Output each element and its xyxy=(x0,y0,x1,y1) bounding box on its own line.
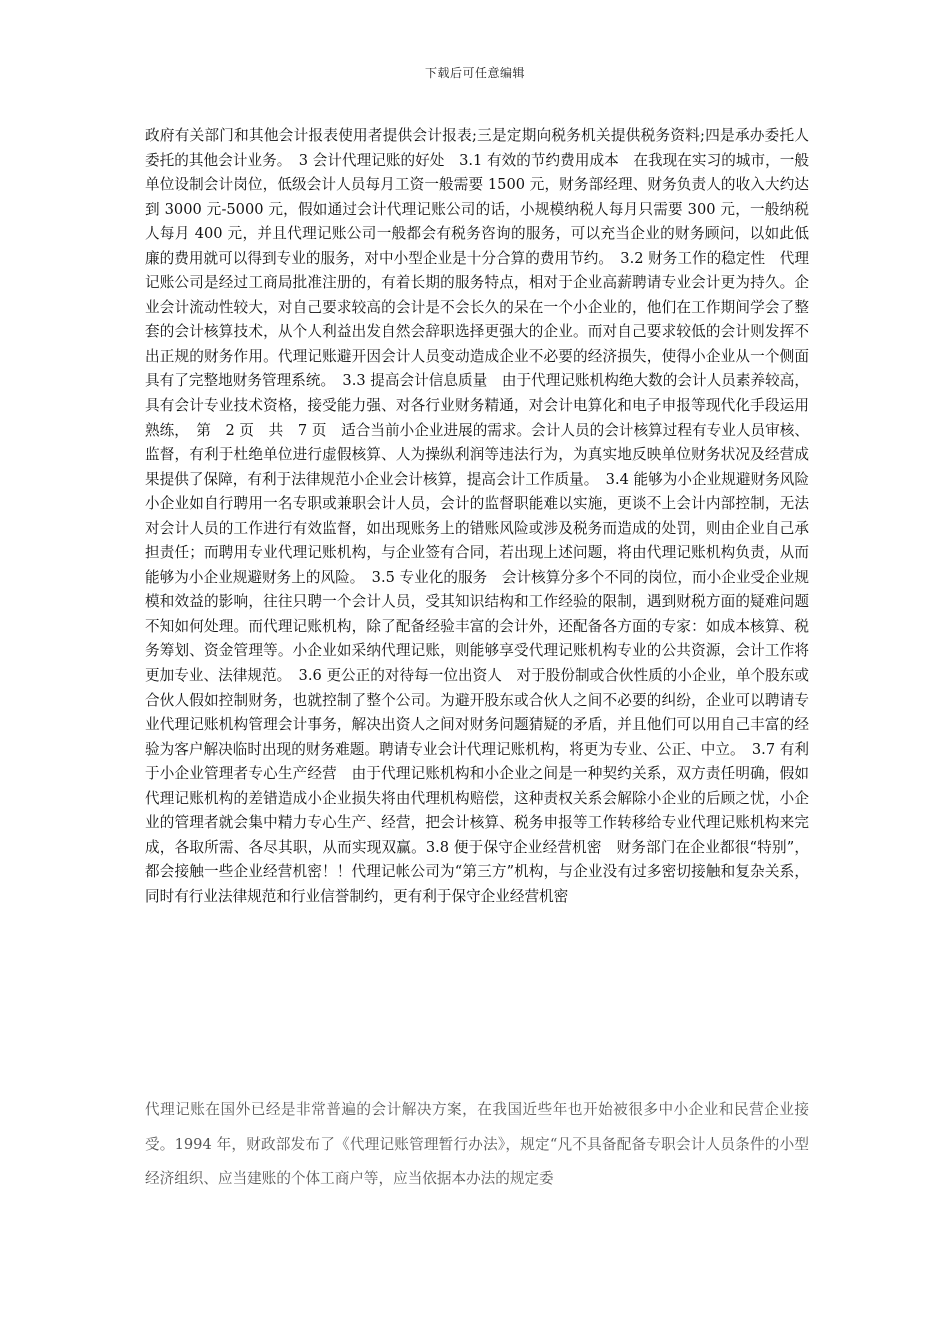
secondary-paragraph: 代理记账在国外已经是非常普遍的会计解决方案，在我国近些年也开始被很多中小企业和民营企业接受。1994 年，财政部发布了《代理记账管理暂行办法》，规定“凡不具备配备专职会计人员条件的小型经济组织、应当建账的个体工商户等，应当依据本办法的规定委 xyxy=(145,1101,809,1187)
main-paragraph: 政府有关部门和其他会计报表使用者提供会计报表;三是定期向税务机关提供税务资料;四是承办委托人委托的其他会计业务。 3 会计代理记账的好处 3.1 有效的节约费用成本 在我现在实习的城市，一般单位设制会计岗位，低级会计人员每月工资一般需要 1500 元，财务部经理、财务负责人的收入大约达到 3000 元-5000 元，假如通过会计代理记账公司的话，小规模纳税人每月只需要 300 元，一般纳税人每月 400 元，并且代理记账公司一般都会有税务咨询的服务，可以充当企业的财务顾问，以如此低廉的费用就可以得到专业的服务，对中小型企业是十分合算的费用节约。 3.2 财务工作的稳定性 代理记账公司是经过工商局批准注册的，有着长期的服务特点，相对于企业高薪聘请专业会计更为持久。企业会计流动性较大，对自己要求较高的会计是不会长久的呆在一个小企业的，他们在工作期间学会了整套的会计核算技术，从个人利益出发自然会辞职选择更强大的企业。而对自己要求较低的会计则发挥不出正规的财务作用。代理记账避开因会计人员变动造成企业不必要的经济损失，使得小企业从一个侧面具有了完整地财务管理系统。 3.3 提高会计信息质量 由于代理记账机构绝大数的会计人员素养较高，具有会计专业技术资格，接受能力强、对各行业财务精通，对会计电算化和电子申报等现代化手段运用熟练， 第 2 页 共 7 页 适合当前小企业进展的需求。会计人员的会计核算过程有专业人员审核、监督，有利于杜绝单位进行虚假核算、人为操纵利润等违法行为，为真实地反映单位财务状况及经营成果提供了保障，有利于法律规范小企业会计核算，提高会计工作质量。 3.4 能够为小企业规避财务风险 小企业如自行聘用一名专职或兼职会计人员，会计的监督职能难以实施，更谈不上会计内部控制，无法对会计人员的工作进行有效监督，如出现账务上的错账风险或涉及税务而造成的处罚，则由企业自己承担责任；而聘用专业代理记账机构，与企业签有合同，若出现上述问题，将由代理记账机构负责，从而能够为小企业规避财务上的风险。 3.5 专业化的服务 会计核算分多个不同的岗位，而小企业受企业规模和效益的影响，往往只聘一个会计人员，受其知识结构和工作经验的限制，遇到财税方面的疑难问题不知如何处理。而代理记账机构，除了配备经验丰富的会计外，还配备各方面的专家：如成本核算、税务筹划、资金管理等。小企业如采纳代理记账，则能够享受代理记账机构专业的公共资源，会计工作将更加专业、法律规范。 3.6 更公正的对待每一位出资人 对于股份制或合伙性质的小企业，单个股东或合伙人假如控制财务，也就控制了整个公司。为避开股东或合伙人之间不必要的纠纷，企业可以聘请专业代理记账机构管理会计事务，解决出资人之间对财务问题猜疑的矛盾，并且他们可以用自己丰富的经验为客户解决临时出现的财务难题。聘请专业会计代理记账机构，将更为专业、公正、中立。 3.7 有利于小企业管理者专心生产经营 由于代理记账机构和小企业之间是一种契约关系，双方责任明确，假如代理记账机构的差错造成小企业损失将由代理机构赔偿，这种责权关系会解除小企业的后顾之忧，小企业的管理者就会集中精力专心生产、经营，把会计核算、税务申报等工作转移给专业代理记账机构来完成，各取所需、各尽其职，从而实现双赢。3.8 便于保守企业经营机密 财务部门在企业都很“特别”，都会接触一些企业经营机密！！代理记帐公司为“第三方”机构，与企业没有过多密切接触和复杂关系，同时有行业法律规范和行业信誉制约，更有利于保守企业经营机密 xyxy=(145,127,824,905)
page-header: 下载后可任意编辑 xyxy=(424,66,525,80)
